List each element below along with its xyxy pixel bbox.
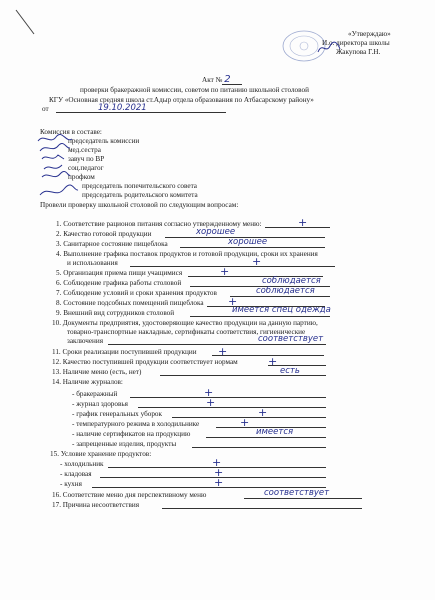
item-number: 9. bbox=[56, 309, 62, 317]
corner-pen-mark bbox=[14, 8, 38, 38]
item-text: Соответствие меню дня перспективному меню bbox=[62, 491, 207, 499]
storage-row: - кухня bbox=[60, 480, 82, 488]
item-number: 13. bbox=[52, 368, 61, 376]
item-number: 16. bbox=[52, 491, 61, 499]
item-answer: + bbox=[252, 255, 262, 268]
item-text: Выполнение графика поставок продуктов и готовой продукции, сроки их хранения bbox=[63, 250, 318, 258]
commission-member: председатель комиссии bbox=[68, 137, 140, 145]
item-number: 6. bbox=[56, 279, 62, 287]
item-number: 14. bbox=[52, 378, 61, 386]
journal-row: - запрещенные изделия, продукты bbox=[72, 440, 177, 448]
item-text: Условие хранение продуктов: bbox=[60, 450, 152, 458]
item-text: Документы предприятия, удостоверяющие качество продукции на данную партию, bbox=[62, 319, 318, 327]
item-text: Состояние подсобных помещений пищеблока bbox=[63, 299, 204, 307]
item-text-cont: заключения bbox=[67, 337, 104, 345]
journal-answer: + bbox=[258, 406, 268, 419]
item-text-cont: и использования bbox=[67, 259, 118, 267]
title-line-2: КГУ «Основная средняя школа ст.Адыр отдела образования по Атбасарскому району» bbox=[49, 96, 314, 104]
item-answer: соблюдается bbox=[262, 276, 321, 286]
commission-member: мед.сестра bbox=[68, 146, 101, 154]
item-number: 11. bbox=[52, 348, 61, 356]
item-number: 17. bbox=[52, 501, 61, 509]
commission-heading: Комиссия в составе: bbox=[40, 128, 102, 136]
item-answer: хорошее bbox=[228, 237, 268, 247]
item-answer: соответствует bbox=[258, 334, 324, 344]
item-answer: хорошее bbox=[196, 227, 236, 237]
journal-answer: + bbox=[206, 396, 216, 409]
item-number: 1. bbox=[56, 220, 62, 228]
item-text: Наличие меню (есть, нет) bbox=[62, 368, 142, 376]
item-number: 12. bbox=[52, 358, 61, 366]
item-answer: есть bbox=[280, 366, 300, 376]
item-text: Наличие журналов: bbox=[62, 378, 123, 386]
storage-answer: + bbox=[214, 466, 224, 479]
commission-member: профком bbox=[68, 173, 95, 181]
journal-row: - график генеральных уборок bbox=[72, 410, 163, 418]
commission-member: председатель родительского комитета bbox=[82, 191, 198, 199]
item-text: Качество готовой продукции bbox=[63, 230, 152, 238]
director-signature bbox=[316, 40, 342, 56]
title-line-1: проверки бракеражной комиссии, советом по питанию школьной столовой bbox=[80, 86, 309, 94]
commission-intro: Провели проверку школьной столовой по следующим вопросам: bbox=[40, 201, 239, 209]
item-number: 15. bbox=[50, 450, 59, 458]
item-number: 7. bbox=[56, 289, 62, 297]
act-title bbox=[202, 76, 231, 84]
item-answer: имеется спец одежда bbox=[232, 305, 331, 315]
commission-member: завуч по ВР bbox=[68, 155, 105, 163]
item-answer: + bbox=[298, 216, 308, 229]
date-prefix: от bbox=[42, 105, 49, 113]
journal-row: - наличие сертификатов на продукцию bbox=[72, 430, 191, 438]
storage-answer: + bbox=[212, 456, 222, 469]
commission-member: председатель попечительского совета bbox=[82, 182, 197, 190]
item-text: Соблюдение условий и сроки хранения продуктов bbox=[63, 289, 217, 297]
journal-row: - бракеражный bbox=[72, 390, 118, 398]
approval-line-3: Жакупова Г.Н. bbox=[336, 48, 381, 56]
commission-member: соц.педагог bbox=[68, 164, 104, 172]
item-number: 2. bbox=[56, 230, 62, 238]
item-text: Санитарное состояние пищеблока bbox=[63, 240, 168, 248]
item-text: Причина несоответствия bbox=[62, 501, 139, 509]
item-answer: + bbox=[220, 265, 230, 278]
item-answer: + bbox=[228, 295, 238, 308]
item-text: Внешний вид сотрудников столовой bbox=[63, 309, 175, 317]
journal-answer: имеется bbox=[256, 427, 294, 437]
item-answer: соответствует bbox=[264, 488, 330, 498]
item-number: 8. bbox=[56, 299, 62, 307]
approval-line-1: «Утверждаю» bbox=[348, 30, 391, 38]
item-number: 4. bbox=[56, 250, 62, 258]
item-text-cont: товарно-транспортные накладные, сертификаты соответствия, гигиенические bbox=[67, 328, 306, 336]
item-answer: + bbox=[218, 345, 228, 358]
item-text: Качество поступившей продукции соответствует нормам bbox=[62, 358, 238, 366]
act-label: Акт № bbox=[202, 76, 223, 84]
journal-answer: + bbox=[204, 386, 214, 399]
item-number: 5. bbox=[56, 269, 62, 277]
approval-line-2: И.о. директора школы bbox=[322, 39, 390, 47]
journal-row: - журнал здоровья bbox=[72, 400, 128, 408]
item-text: Соответствие рационов питания согласно утвержденному меню: bbox=[63, 220, 262, 228]
storage-answer: + bbox=[214, 476, 224, 489]
item-answer: соблюдается bbox=[256, 286, 315, 296]
item-number: 10. bbox=[52, 319, 61, 327]
act-date: 19.10.2021 bbox=[98, 103, 147, 113]
item-answer: + bbox=[268, 355, 278, 368]
commission-signatures bbox=[34, 133, 84, 201]
item-number: 3. bbox=[56, 240, 62, 248]
journal-answer: + bbox=[240, 416, 250, 429]
item-text: Сроки реализации поступившей продукции bbox=[62, 348, 197, 356]
storage-row: - холодильник bbox=[60, 460, 104, 468]
journal-row: - температурного режима в холодильнике bbox=[72, 420, 200, 428]
storage-row: - кладовая bbox=[60, 470, 92, 478]
item-text: Соблюдение графика работы столовой bbox=[63, 279, 182, 287]
act-number: 2 bbox=[224, 74, 231, 85]
item-text: Организация приема пищи учащимися bbox=[63, 269, 183, 277]
